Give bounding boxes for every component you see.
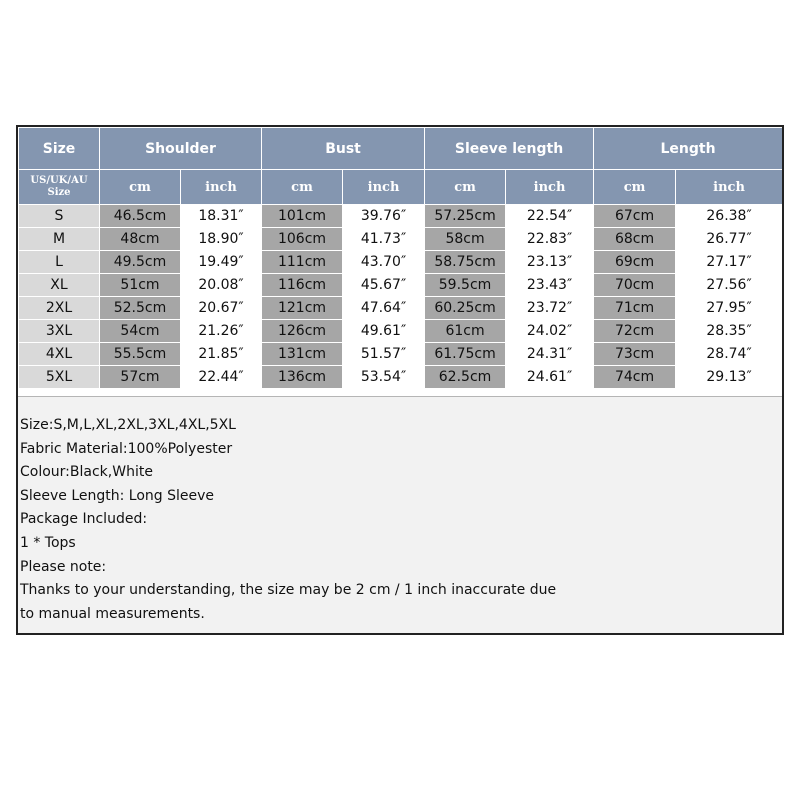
cell-length-cm: 70cm [594, 274, 676, 297]
header-length: Length [594, 128, 783, 170]
unit-cm: cm [262, 170, 343, 205]
cell-length-in: 28.35″ [676, 320, 783, 343]
cell-length-in: 27.56″ [676, 274, 783, 297]
cell-length-in: 26.38″ [676, 205, 783, 228]
note-line: Colour:Black,White [20, 464, 153, 481]
cell-shoulder-cm: 54cm [100, 320, 181, 343]
cell-bust-cm: 121cm [262, 297, 343, 320]
cell-sleeve-cm: 61cm [425, 320, 506, 343]
cell-size: 2XL [19, 297, 100, 320]
table-row [19, 228, 783, 251]
cell-sleeve-in: 23.72″ [506, 297, 594, 320]
cell-sleeve-in: 24.31″ [506, 343, 594, 366]
cell-shoulder-cm: 46.5cm [100, 205, 181, 228]
cell-sleeve-cm: 62.5cm [425, 366, 506, 389]
cell-sleeve-in: 22.83″ [506, 228, 594, 251]
cell-bust-in: 51.57″ [343, 343, 425, 366]
cell-sleeve-cm: 59.5cm [425, 274, 506, 297]
cell-length-cm: 72cm [594, 320, 676, 343]
unit-cm: cm [594, 170, 676, 205]
size-chart-frame [16, 125, 784, 635]
cell-length-in: 27.17″ [676, 251, 783, 274]
unit-inch: inch [676, 170, 783, 205]
note-line: Sleeve Length: Long Sleeve [20, 487, 215, 504]
cell-length-in: 27.95″ [676, 297, 783, 320]
note-line: 1 * Tops [20, 534, 76, 551]
table-row [19, 343, 783, 366]
note-line: Package Included: [20, 511, 148, 528]
cell-shoulder-in: 22.44″ [181, 366, 262, 389]
table-row [19, 205, 783, 228]
cell-size: M [19, 228, 100, 251]
header-region-size [19, 170, 100, 205]
cell-sleeve-cm: 58.75cm [425, 251, 506, 274]
cell-length-in: 28.74″ [676, 343, 783, 366]
table-row [19, 297, 783, 320]
cell-length-cm: 69cm [594, 251, 676, 274]
cell-sleeve-in: 23.43″ [506, 274, 594, 297]
cell-shoulder-in: 18.31″ [181, 205, 262, 228]
size-rows [19, 205, 783, 389]
header-row [19, 128, 783, 170]
cell-sleeve-cm: 57.25cm [425, 205, 506, 228]
cell-size: S [19, 205, 100, 228]
cell-length-in: 26.77″ [676, 228, 783, 251]
cell-sleeve-in: 24.02″ [506, 320, 594, 343]
cell-sleeve-in: 24.61″ [506, 366, 594, 389]
header-bust: Bust [262, 128, 425, 170]
cell-sleeve-cm: 58cm [425, 228, 506, 251]
cell-shoulder-cm: 55.5cm [100, 343, 181, 366]
cell-shoulder-in: 20.08″ [181, 274, 262, 297]
note-line: Please note: [20, 558, 107, 575]
cell-bust-in: 49.61″ [343, 320, 425, 343]
note-line: to manual measurements. [20, 605, 205, 622]
cell-bust-in: 47.64″ [343, 297, 425, 320]
cell-size: 5XL [19, 366, 100, 389]
cell-shoulder-in: 21.85″ [181, 343, 262, 366]
cell-shoulder-cm: 51cm [100, 274, 181, 297]
cell-bust-in: 39.76″ [343, 205, 425, 228]
header-shoulder: Shoulder [100, 128, 262, 170]
cell-bust-cm: 126cm [262, 320, 343, 343]
cell-size: 3XL [19, 320, 100, 343]
unit-cm: cm [425, 170, 506, 205]
cell-shoulder-in: 20.67″ [181, 297, 262, 320]
cell-length-in: 29.13″ [676, 366, 783, 389]
cell-shoulder-in: 19.49″ [181, 251, 262, 274]
unit-inch: inch [506, 170, 594, 205]
cell-shoulder-cm: 49.5cm [100, 251, 181, 274]
cell-bust-in: 43.70″ [343, 251, 425, 274]
cell-shoulder-in: 18.90″ [181, 228, 262, 251]
unit-header-row [19, 170, 783, 205]
cell-sleeve-cm: 61.75cm [425, 343, 506, 366]
note-line: Thanks to your understanding, the size may be 2 cm / 1 inch inaccurate due [20, 582, 557, 599]
table-row [19, 274, 783, 297]
table-row [19, 320, 783, 343]
cell-bust-cm: 136cm [262, 366, 343, 389]
cell-shoulder-in: 21.26″ [181, 320, 262, 343]
cell-shoulder-cm: 57cm [100, 366, 181, 389]
cell-length-cm: 73cm [594, 343, 676, 366]
note-line: Size:S,M,L,XL,2XL,3XL,4XL,5XL [20, 417, 236, 433]
cell-bust-cm: 101cm [262, 205, 343, 228]
cell-bust-cm: 116cm [262, 274, 343, 297]
cell-size: L [19, 251, 100, 274]
cell-bust-cm: 106cm [262, 228, 343, 251]
unit-inch: inch [343, 170, 425, 205]
cell-length-cm: 74cm [594, 366, 676, 389]
table-row [19, 251, 783, 274]
header-sleeve-length: Sleeve length [425, 128, 594, 170]
unit-cm: cm [100, 170, 181, 205]
header-size: Size [19, 128, 100, 170]
header-size-label: Size [47, 187, 71, 198]
size-table [18, 127, 783, 389]
table-row [19, 366, 783, 389]
note-line: Fabric Material:100%Polyester [20, 440, 233, 457]
unit-inch: inch [181, 170, 262, 205]
cell-bust-in: 53.54″ [343, 366, 425, 389]
cell-sleeve-cm: 60.25cm [425, 297, 506, 320]
cell-bust-cm: 131cm [262, 343, 343, 366]
cell-size: XL [19, 274, 100, 297]
cell-bust-in: 41.73″ [343, 228, 425, 251]
cell-bust-cm: 111cm [262, 251, 343, 274]
cell-sleeve-in: 23.13″ [506, 251, 594, 274]
cell-shoulder-cm: 48cm [100, 228, 181, 251]
cell-length-cm: 67cm [594, 205, 676, 228]
cell-sleeve-in: 22.54″ [506, 205, 594, 228]
cell-size: 4XL [19, 343, 100, 366]
cell-length-cm: 68cm [594, 228, 676, 251]
cell-shoulder-cm: 52.5cm [100, 297, 181, 320]
cell-length-cm: 71cm [594, 297, 676, 320]
header-region-label: US/UK/AU [30, 175, 88, 186]
product-notes [18, 396, 782, 633]
cell-bust-in: 45.67″ [343, 274, 425, 297]
